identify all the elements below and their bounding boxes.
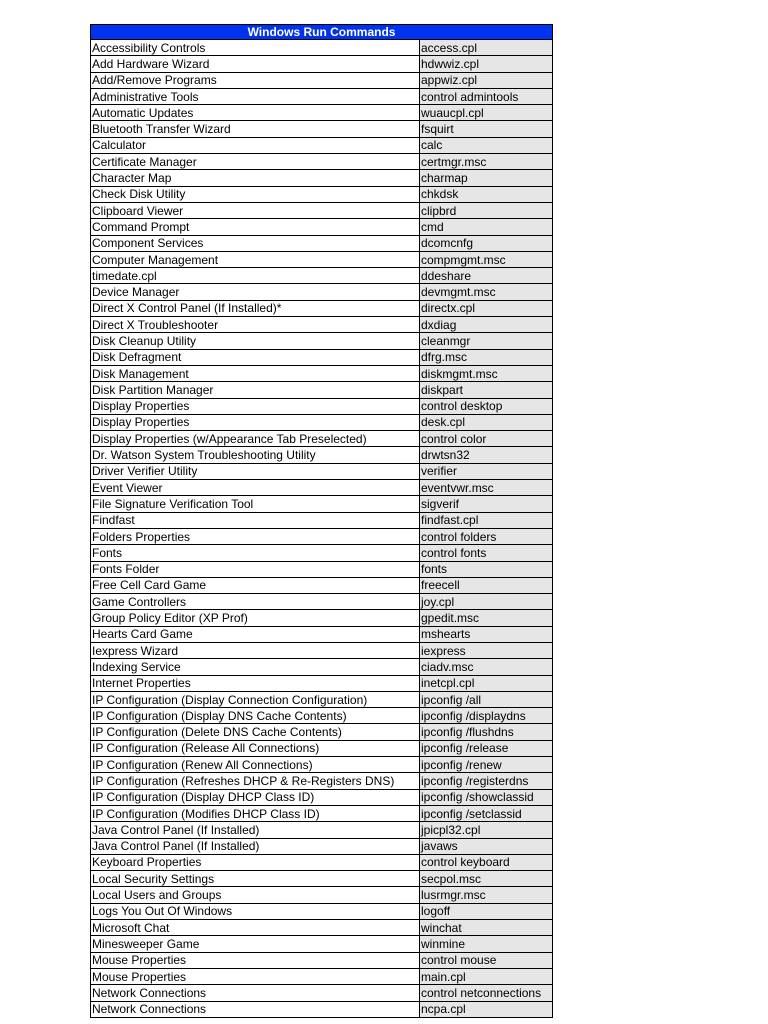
run-command-cell: verifier <box>420 463 553 479</box>
run-command-cell: iexpress <box>420 642 553 658</box>
table-row <box>91 300 553 316</box>
run-command-cell: ipconfig /displaydns <box>420 708 553 724</box>
table-row <box>91 284 553 300</box>
table-row <box>91 659 553 675</box>
table-row <box>91 333 553 349</box>
table-row <box>91 431 553 447</box>
run-command-cell: diskmgmt.msc <box>420 365 553 381</box>
table-row <box>91 398 553 414</box>
table-row <box>91 496 553 512</box>
table-row <box>91 235 553 251</box>
program-name-cell: Keyboard Properties <box>91 854 420 870</box>
run-command-cell: secpol.msc <box>420 871 553 887</box>
run-command-cell: control fonts <box>420 545 553 561</box>
table-row <box>91 610 553 626</box>
run-command-cell: control mouse <box>420 952 553 968</box>
program-name-cell: Certificate Manager <box>91 154 420 170</box>
program-name-cell: Bluetooth Transfer Wizard <box>91 121 420 137</box>
program-name-cell: Indexing Service <box>91 659 420 675</box>
run-command-cell: winchat <box>420 920 553 936</box>
program-name-cell: Event Viewer <box>91 480 420 496</box>
table-row <box>91 642 553 658</box>
run-command-cell: calc <box>420 137 553 153</box>
program-name-cell: Logs You Out Of Windows <box>91 903 420 919</box>
program-name-cell: Fonts <box>91 545 420 561</box>
run-command-cell: cmd <box>420 219 553 235</box>
program-name-cell: Direct X Troubleshooter <box>91 317 420 333</box>
table-row <box>91 985 553 1001</box>
table-row <box>91 480 553 496</box>
table-row <box>91 871 553 887</box>
run-command-cell: jpicpl32.cpl <box>420 822 553 838</box>
table-row <box>91 577 553 593</box>
run-command-cell: control admintools <box>420 88 553 104</box>
run-command-cell: logoff <box>420 903 553 919</box>
table-row <box>91 137 553 153</box>
program-name-cell: Display Properties <box>91 414 420 430</box>
table-row <box>91 170 553 186</box>
program-name-cell: IP Configuration (Display DHCP Class ID) <box>91 789 420 805</box>
table-row <box>91 968 553 984</box>
program-name-cell: Add Hardware Wizard <box>91 56 420 72</box>
run-command-cell: lusrmgr.msc <box>420 887 553 903</box>
run-command-cell: desk.cpl <box>420 414 553 430</box>
program-name-cell: IP Configuration (Release All Connections) <box>91 740 420 756</box>
table-row <box>91 186 553 202</box>
run-command-cell: cleanmgr <box>420 333 553 349</box>
run-command-cell: drwtsn32 <box>420 447 553 463</box>
run-command-cell: fsquirt <box>420 121 553 137</box>
program-name-cell: Iexpress Wizard <box>91 642 420 658</box>
table-body <box>91 40 553 1018</box>
table-row <box>91 757 553 773</box>
table-row <box>91 447 553 463</box>
run-command-cell: inetcpl.cpl <box>420 675 553 691</box>
program-name-cell: Computer Management <box>91 251 420 267</box>
program-name-cell: Check Disk Utility <box>91 186 420 202</box>
table-row <box>91 626 553 642</box>
run-command-cell: control folders <box>420 528 553 544</box>
program-name-cell: Network Connections <box>91 1001 420 1017</box>
program-name-cell: Hearts Card Game <box>91 626 420 642</box>
program-name-cell: Dr. Watson System Troubleshooting Utility <box>91 447 420 463</box>
run-command-cell: devmgmt.msc <box>420 284 553 300</box>
run-command-cell: control desktop <box>420 398 553 414</box>
run-command-cell: access.cpl <box>420 40 553 56</box>
program-name-cell: Character Map <box>91 170 420 186</box>
program-name-cell: Accessibility Controls <box>91 40 420 56</box>
table-row <box>91 88 553 104</box>
run-command-cell: control netconnections <box>420 985 553 1001</box>
run-command-cell: dfrg.msc <box>420 349 553 365</box>
table-row <box>91 251 553 267</box>
table-row <box>91 724 553 740</box>
program-name-cell: Direct X Control Panel (If Installed)* <box>91 300 420 316</box>
table-row <box>91 349 553 365</box>
run-command-cell: diskpart <box>420 382 553 398</box>
table-row <box>91 740 553 756</box>
table-row <box>91 317 553 333</box>
program-name-cell: IP Configuration (Delete DNS Cache Contents) <box>91 724 420 740</box>
table-row <box>91 805 553 821</box>
table-row <box>91 121 553 137</box>
program-name-cell: timedate.cpl <box>91 268 420 284</box>
program-name-cell: Network Connections <box>91 985 420 1001</box>
table-row <box>91 202 553 218</box>
program-name-cell: IP Configuration (Renew All Connections) <box>91 757 420 773</box>
program-name-cell: Display Properties <box>91 398 420 414</box>
table-row <box>91 708 553 724</box>
table-row <box>91 773 553 789</box>
program-name-cell: Mouse Properties <box>91 968 420 984</box>
table-row <box>91 545 553 561</box>
table-row <box>91 512 553 528</box>
program-name-cell: Command Prompt <box>91 219 420 235</box>
program-name-cell: IP Configuration (Modifies DHCP Class ID) <box>91 805 420 821</box>
run-command-cell: compmgmt.msc <box>420 251 553 267</box>
table-row <box>91 1001 553 1017</box>
program-name-cell: IP Configuration (Display DNS Cache Contents) <box>91 708 420 724</box>
table-row <box>91 594 553 610</box>
run-command-cell: charmap <box>420 170 553 186</box>
program-name-cell: Disk Management <box>91 365 420 381</box>
program-name-cell: Device Manager <box>91 284 420 300</box>
table-row <box>91 691 553 707</box>
table-row <box>91 822 553 838</box>
run-command-cell: ddeshare <box>420 268 553 284</box>
program-name-cell: Disk Partition Manager <box>91 382 420 398</box>
run-command-cell: certmgr.msc <box>420 154 553 170</box>
table-row <box>91 936 553 952</box>
program-name-cell: Display Properties (w/Appearance Tab Preselected) <box>91 431 420 447</box>
run-command-cell: ipconfig /all <box>420 691 553 707</box>
run-command-cell: sigverif <box>420 496 553 512</box>
program-name-cell: Group Policy Editor (XP Prof) <box>91 610 420 626</box>
program-name-cell: File Signature Verification Tool <box>91 496 420 512</box>
table-row <box>91 838 553 854</box>
program-name-cell: Free Cell Card Game <box>91 577 420 593</box>
program-name-cell: Minesweeper Game <box>91 936 420 952</box>
table-header-row <box>91 25 553 40</box>
table-row <box>91 56 553 72</box>
table-row <box>91 789 553 805</box>
program-name-cell: Add/Remove Programs <box>91 72 420 88</box>
run-command-cell: dxdiag <box>420 317 553 333</box>
program-name-cell: Disk Defragment <box>91 349 420 365</box>
program-name-cell: Java Control Panel (If Installed) <box>91 838 420 854</box>
run-command-cell: dcomcnfg <box>420 235 553 251</box>
run-command-cell: mshearts <box>420 626 553 642</box>
program-name-cell: IP Configuration (Refreshes DHCP & Re-Registers DNS) <box>91 773 420 789</box>
program-name-cell: Local Security Settings <box>91 871 420 887</box>
program-name-cell: Component Services <box>91 235 420 251</box>
program-name-cell: Mouse Properties <box>91 952 420 968</box>
run-command-cell: ipconfig /showclassid <box>420 789 553 805</box>
table-title: Windows Run Commands <box>91 25 553 40</box>
table-row <box>91 463 553 479</box>
run-command-cell: ipconfig /release <box>420 740 553 756</box>
table-row <box>91 414 553 430</box>
table-row <box>91 72 553 88</box>
run-commands-table <box>90 24 553 1018</box>
run-command-cell: ciadv.msc <box>420 659 553 675</box>
table-row <box>91 920 553 936</box>
table-row <box>91 365 553 381</box>
program-name-cell: Calculator <box>91 137 420 153</box>
table-row <box>91 952 553 968</box>
table-row <box>91 105 553 121</box>
program-name-cell: Fonts Folder <box>91 561 420 577</box>
program-name-cell: Java Control Panel (If Installed) <box>91 822 420 838</box>
run-command-cell: control keyboard <box>420 854 553 870</box>
program-name-cell: Automatic Updates <box>91 105 420 121</box>
program-name-cell: Folders Properties <box>91 528 420 544</box>
run-command-cell: chkdsk <box>420 186 553 202</box>
run-command-cell: eventvwr.msc <box>420 480 553 496</box>
run-command-cell: control color <box>420 431 553 447</box>
table-row <box>91 40 553 56</box>
table-row <box>91 219 553 235</box>
program-name-cell: Microsoft Chat <box>91 920 420 936</box>
run-command-cell: findfast.cpl <box>420 512 553 528</box>
run-command-cell: freecell <box>420 577 553 593</box>
table-row <box>91 154 553 170</box>
run-command-cell: ipconfig /setclassid <box>420 805 553 821</box>
run-command-cell: main.cpl <box>420 968 553 984</box>
program-name-cell: Local Users and Groups <box>91 887 420 903</box>
table-row <box>91 268 553 284</box>
run-command-cell: winmine <box>420 936 553 952</box>
run-command-cell: ipconfig /registerdns <box>420 773 553 789</box>
table-row <box>91 903 553 919</box>
table-row <box>91 561 553 577</box>
program-name-cell: Internet Properties <box>91 675 420 691</box>
run-command-cell: javaws <box>420 838 553 854</box>
run-command-cell: appwiz.cpl <box>420 72 553 88</box>
table-row <box>91 528 553 544</box>
run-command-cell: ncpa.cpl <box>420 1001 553 1017</box>
run-command-cell: wuaucpl.cpl <box>420 105 553 121</box>
table-row <box>91 382 553 398</box>
program-name-cell: Findfast <box>91 512 420 528</box>
run-command-cell: hdwwiz.cpl <box>420 56 553 72</box>
program-name-cell: IP Configuration (Display Connection Configuration) <box>91 691 420 707</box>
table-row <box>91 887 553 903</box>
run-command-cell: joy.cpl <box>420 594 553 610</box>
run-command-cell: ipconfig /flushdns <box>420 724 553 740</box>
program-name-cell: Disk Cleanup Utility <box>91 333 420 349</box>
program-name-cell: Driver Verifier Utility <box>91 463 420 479</box>
run-command-cell: ipconfig /renew <box>420 757 553 773</box>
run-command-cell: fonts <box>420 561 553 577</box>
run-command-cell: gpedit.msc <box>420 610 553 626</box>
table-row <box>91 854 553 870</box>
program-name-cell: Administrative Tools <box>91 88 420 104</box>
program-name-cell: Clipboard Viewer <box>91 202 420 218</box>
run-command-cell: clipbrd <box>420 202 553 218</box>
run-command-cell: directx.cpl <box>420 300 553 316</box>
program-name-cell: Game Controllers <box>91 594 420 610</box>
table-row <box>91 675 553 691</box>
